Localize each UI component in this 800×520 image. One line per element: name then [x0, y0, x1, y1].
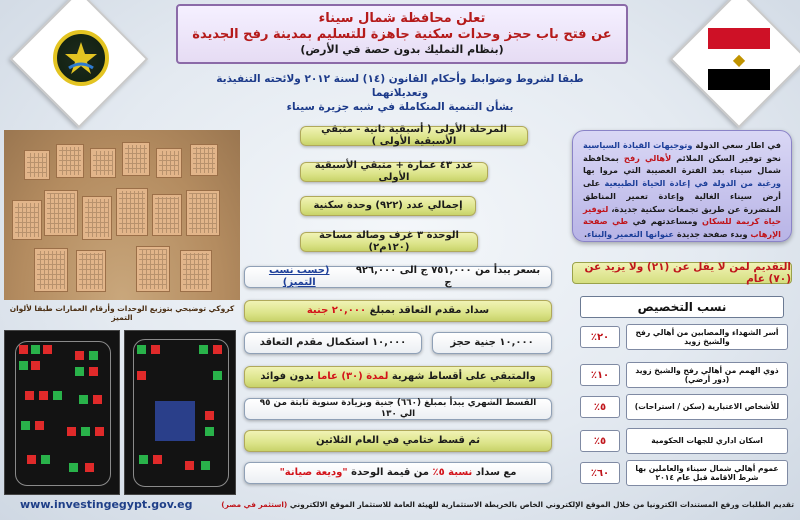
unit-spec: الوحدة ٣ غرف وصالة مساحة (١٢٠م٢) [300, 232, 478, 252]
allocation-desc: ذوي الهمم من أهالي رفح والشيخ زويد (دور أرضي) [626, 362, 788, 388]
maintenance-suffix: "وديعة صيانة" [279, 467, 348, 478]
photo-caption: كروكي توضيحي بتوزيع الوحدات وأرقام العمارات طبقا لألوان التميز [9, 304, 235, 322]
announcement-header [176, 4, 628, 64]
header-line-2: عن فتح باب حجز وحدات سكنية جاهزة للتسليم بمدينة رفح الجديدة [192, 27, 612, 43]
footer-instructions [221, 500, 794, 509]
context-text: على أرض سيناء الغالية وإعادة تعمير المناطق المتضررة عن طريق تجمعات سكنية جديدة، [583, 178, 781, 214]
housing-photo [4, 130, 240, 300]
allocation-pct: ٪٥ [580, 430, 620, 452]
contract-amount: ٢٠,٠٠٠ جنية [306, 305, 367, 316]
allocation-desc: أسر الشهداء والمصابين من أهالي رفح والشيخ زويد [626, 324, 788, 350]
allocation-pct: ٪٦٠ [580, 462, 620, 484]
allocation-desc: للأشخاص الاعتبارية (سكن / استراحات) [626, 394, 788, 420]
allocation-title: نسب التخصيص [580, 296, 784, 318]
context-text: في اطار سعي الدولة [692, 140, 781, 150]
buildings-count: عدد ٤٣ عمارة + متبقي الأسبقية الأولى [300, 162, 488, 182]
site-map-right [124, 330, 236, 495]
allocation-row [578, 362, 788, 388]
phase-label: المرحلة الأولى ( أسبقية ثانية - متبقي الأسبقية الأولى ) [300, 126, 528, 146]
context-text: وبدء صفحة جديدة [673, 228, 751, 239]
website-link[interactable]: www.investingegypt.gov.eg [20, 498, 193, 511]
price-prefix: بسعر يبدأ من ٧٥١,٠٠٠ ج الى ٩٢٦,٠٠٠ ج [355, 265, 541, 288]
context-text: بمحافظة شمال سيناء بعد الفترة العصيبة التي مروا بها [583, 152, 781, 176]
allocation-row [578, 394, 788, 420]
allocation-row [578, 460, 788, 486]
contract-payment [244, 300, 552, 322]
maintenance-pct: نسبة ٥٪ [432, 467, 473, 478]
context-highlight: ورغبة من الدولة في إعادة الحياة الطبيعية [604, 178, 781, 189]
contract-completion: ١٠,٠٠٠ استكمال مقدم التعاقد [244, 332, 422, 354]
allocation-desc: عموم أهالي شمال سيناء والعاملين بها شرط الاقامة قبل عام ٢٠١٤ [626, 460, 788, 486]
context-highlight: وتوجيهات القيادة السياسية [583, 140, 693, 150]
installments-duration: لمدة (٣٠) عاما [317, 371, 389, 382]
header-line-1: تعلن محافظة شمال سيناء [318, 10, 486, 26]
reservation-amount: ١٠,٠٠٠ جنية حجز [432, 332, 552, 354]
context-highlight: طي صفحة الإرهاب [583, 216, 781, 239]
allocation-desc: اسكان اداري للجهات الحكومية [626, 428, 788, 454]
price-range [244, 266, 552, 288]
age-requirement: التقديم لمن لا يقل عن (٢١) ولا يزيد عن (٧٠) عام [572, 262, 792, 284]
allocation-pct: ٪١٠ [580, 364, 620, 386]
monthly-installment: القسط الشهري يبدأ بمبلغ (٦٦٠) جنية وبزيادة سنوية ثابتة من ٩٥ الي ١٣٠ [244, 398, 552, 420]
footer-highlight: (استثمر في مصر) [221, 500, 288, 509]
maintenance-deposit [244, 462, 552, 484]
installments-suffix: بدون فوائد [260, 371, 314, 382]
context-text: نحو توفير السكن الملائم [671, 152, 782, 163]
allocation-row [578, 428, 788, 454]
maintenance-mid: من قيمة الوحدة [351, 467, 429, 478]
contract-prefix: سداد مقدم التعاقد بمبلغ [369, 305, 490, 316]
allocation-pct: ٪٢٠ [580, 326, 620, 348]
context-highlight: عنوانها التعمير والبناء [587, 228, 674, 239]
governorate-emblem-icon [53, 30, 109, 86]
allocation-row [578, 324, 788, 350]
context-highlight: لتوفير حياة كريمة للسكان [583, 203, 781, 227]
header-line-3: (بنظام التمليك بدون حصة في الأرض) [300, 43, 504, 57]
context-panel [572, 130, 792, 242]
maintenance-prefix: مع سداد [475, 467, 517, 478]
law-reference [200, 72, 600, 115]
context-text: . [584, 228, 588, 239]
egypt-flag-icon: ◆ [708, 28, 770, 90]
installments-info [244, 366, 552, 388]
context-highlight: لأهالي رفح [623, 152, 672, 163]
installments-prefix: والمتبقي على أقساط شهرية [391, 371, 536, 382]
allocation-pct: ٪٥ [580, 396, 620, 418]
footer-main: تقديم الطلبات ورفع المستندات الكترونيا من خلال الموقع الإلكتروني الخاص بالخريطة الاستثمارية للهيئة العامة للاستثمار الموقع الالكتروني [289, 500, 794, 509]
final-installment: ثم قسط ختامي في العام الثلاثين [244, 430, 552, 452]
law-line-2: بشأن التنمية المتكاملة في شبه جزيرة سيناء [286, 101, 514, 114]
total-units: إجمالي عدد (٩٢٢) وحدة سكنية [300, 196, 476, 216]
law-line-1: طبقا لشروط وضوابط وأحكام القانون (١٤) لسنة ٢٠١٢ ولائحته التنفيذية وتعديلاتهما [216, 73, 584, 100]
context-text: ومساعدتهم في [628, 216, 702, 227]
price-suffix: (حسب نسب التميز) [268, 265, 330, 288]
site-map-left [4, 330, 120, 495]
